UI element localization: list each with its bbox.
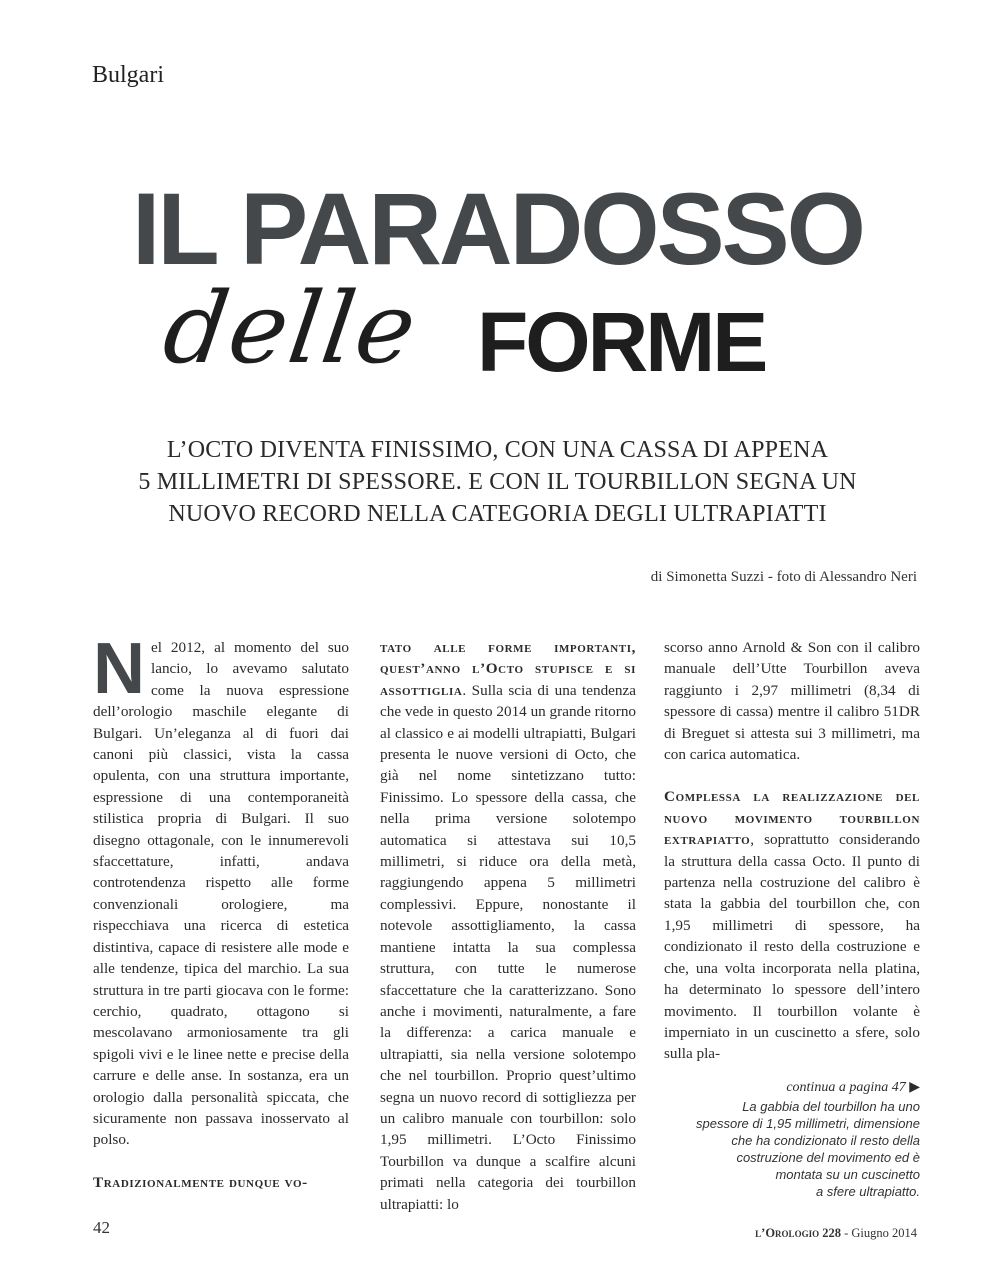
paragraph xyxy=(664,786,920,1064)
paragraph xyxy=(664,637,920,765)
byline: di Simonetta Suzzi - foto di Alessandro Neri xyxy=(650,569,917,585)
caption-line: che ha condizionato il resto della xyxy=(731,1133,920,1148)
subtitle-line: L’OCTO DIVENTA FINISSIMO, CON UNA CASSA DI APPENA xyxy=(166,437,829,463)
paragraph-text: scorso anno Arnold & Son con il calibro manuale dell’Utte Tourbillon aveva raggiunto i 2,97 millimetri (8,34 di spessore di cassa) mentre il calibro 51DR di Breguet si attesta sui 3 millimetri, ma con carica automatica. xyxy=(664,639,920,764)
text-column-3 xyxy=(664,637,920,1098)
section-label: Bulgari xyxy=(92,62,164,88)
continued-link xyxy=(664,1077,920,1098)
paragraph-text: , soprattutto considerando la struttura della cassa Octo. Il punto di partenza nella costruzione del calibro è stata la gabbia del tourbillon che, con 1,95 millimetri di spessore, ha condizionato il resto della costruzione e che, una volta incorporata nella platina, ha determinato lo spessore dell’intero movimento. Il tourbillon volante è imperniato in un cuscinetto a sfere, solo sulla pla- xyxy=(664,831,920,1063)
caption-line: spessore di 1,95 millimetri, dimensione xyxy=(696,1116,920,1131)
subtitle-line: 5 MILLIMETRI DI SPESSORE. E CON IL TOURBILLON SEGNA UN xyxy=(138,469,857,495)
caption-line: La gabbia del tourbillon ha uno xyxy=(742,1099,920,1114)
footer-folio: l’Orologio 228 - Giugno 2014 xyxy=(755,1226,917,1240)
caption-line: montata su un cuscinetto xyxy=(775,1167,920,1182)
text-column-1 xyxy=(93,629,349,1193)
photo-caption xyxy=(660,1098,920,1200)
issue-date: Giugno 2014 xyxy=(851,1226,917,1240)
issue-number: 228 xyxy=(822,1226,841,1240)
article-title-line2 xyxy=(156,272,865,402)
page-number: 42 xyxy=(93,1218,110,1237)
subtitle xyxy=(0,434,995,530)
text-column-2 xyxy=(380,637,636,1215)
magazine-name: l’Orologio xyxy=(755,1226,820,1240)
triangle-right-icon: ▶ xyxy=(909,1079,920,1095)
continued-text: continua a pagina 47 xyxy=(786,1079,906,1095)
caption-line: a sfere ultrapiatto. xyxy=(815,1184,920,1199)
lead-in-continued: tato alle forme importanti, quest’anno l’Octo stupisce e si assottiglia xyxy=(380,639,636,699)
subtitle-line: NUOVO RECORD NELLA CATEGORIA DEGLI ULTRAPIATTI xyxy=(168,501,827,527)
lead-in: Complessa la realizzazione del nuovo movimento tourbillon extrapiatto xyxy=(664,788,920,849)
title-forme-word: FORME xyxy=(477,295,766,389)
article-title: IL PARADOSSO xyxy=(132,172,863,286)
paragraph-text: el 2012, al momento del suo lancio, lo avevamo salutato come la nuova espressione dell’orologio maschile elegante di Bulgari. Un’eleganza al di fuori dai canoni più classici, vista la cassa opulenta, con una struttura importante, espressione di una contemporaneità stilistica propria di Bulgari. Il suo disegno ottagonale, con le innumerevoli sfaccettature, infatti, andava controtendenza rispetto alle forme convenzionali orologiere, ma rispecchiava una ricerca di estetica distintiva, capace di resistere alle mode e alle tendenze, tipica del marchio. La sua struttura in tre parti giocava con le forme: cerchio, quadrato, ottagono si mescolavano armoniosamente tra gli spigoli vivi e le linee nette e precise della carrure e delle anse. In sostanza, era un orologio dalla personalità spiccata, che sicuramente non passava inosservato al polso. xyxy=(93,639,349,1149)
paragraph-lead xyxy=(93,1172,349,1193)
title-script-word: delle xyxy=(156,272,425,386)
paragraph xyxy=(93,629,349,1151)
drop-cap: N xyxy=(93,629,145,709)
paragraph-text: . Sulla scia di una tendenza che vede in questo 2014 un grande ritorno al classico e ai modelli ultrapiatti, Bulgari presenta le nuove versioni di Octo, che già nel nome sintetizzano tutto: Finissimo. Lo spessore della cassa, che nella prima versione solotempo automatica si attestava sui 10,5 millimetri, si riduce ora della metà, raggiungendo appena 5 millimetri complessivi. Eppure, nonostante il notevole assottigliamento, la cassa mantiene intatta la sua complessa struttura, con tutte le numerose sfaccettature che la caratterizzano. Sono anche i movimenti, naturalmente, a fare la differenza: a carica manuale e ultrapiatti, sia nella versione solotempo che nel tourbillon. Proprio quest’ultimo segna un nuovo record di sottigliezza per un calibro manuale con tourbillon: solo 1,95 millimetri. L’Octo Finissimo Tourbillon va dunque a scalfire alcuni primati nella categoria dei tourbillon ultrapiatti: lo xyxy=(380,681,637,1213)
lead-in: Tradizionalmente dunque vo- xyxy=(93,1173,308,1191)
paragraph xyxy=(380,637,636,1215)
caption-line: costruzione del movimento ed è xyxy=(736,1150,920,1165)
